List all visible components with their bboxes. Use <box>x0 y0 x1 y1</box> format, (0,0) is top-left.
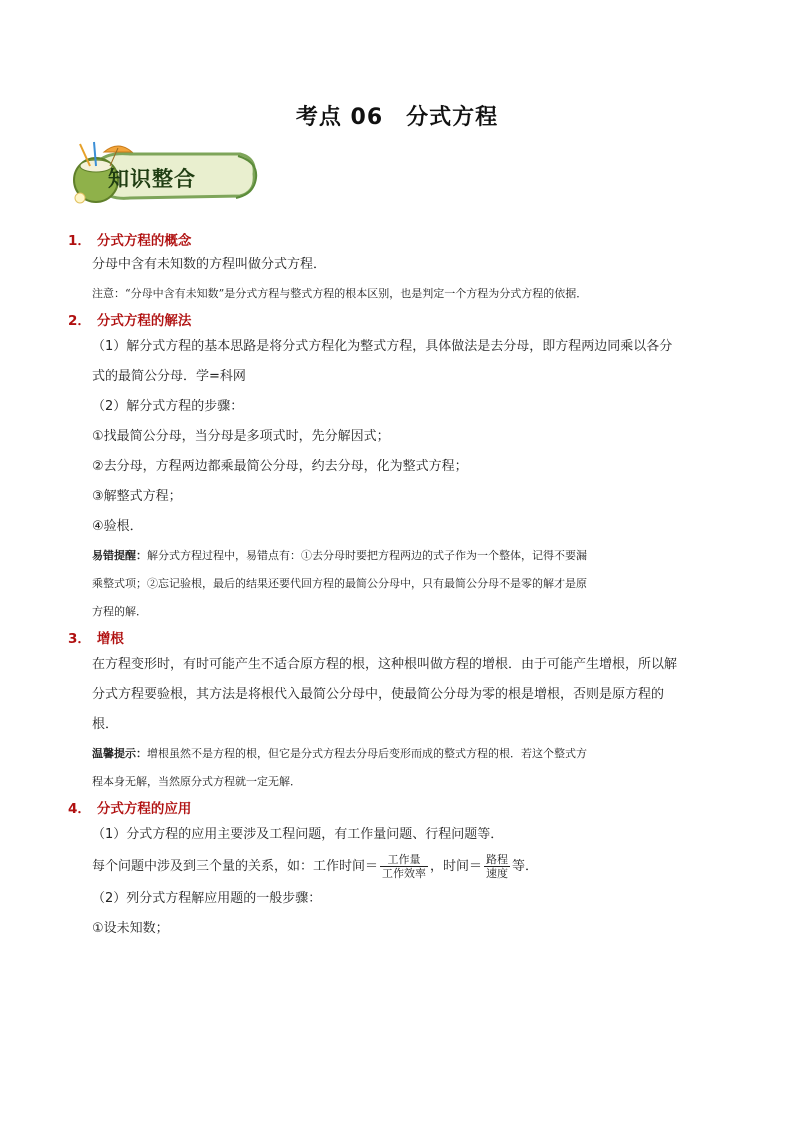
section-3-para-1: 在方程变形时，有时可能产生不适合原方程的根，这种根叫做方程的增根．由于可能产生增根，所以解 <box>92 657 678 672</box>
banner-label: 知识整合 <box>108 166 196 191</box>
section-2-heading: 2． 分式方程的解法 <box>68 313 192 329</box>
section-2-para-1: （1）解分式方程的基本思路是将分式方程化为整式方程，具体做法是去分母，即方程两边同乘以各分 <box>92 339 673 354</box>
section-2-para-1b: 式的最简公分母．学=科网 <box>92 369 246 384</box>
section-2-step-2: ②去分母，方程两边都乘最简公分母，约去分母，化为整式方程； <box>92 459 468 474</box>
section-4-heading: 4． 分式方程的应用 <box>68 801 192 817</box>
section-2-para-2: （2）解分式方程的步骤： <box>92 399 244 414</box>
section-2-step-1: ①找最简公分母，当分母是多项式时，先分解因式； <box>92 429 390 444</box>
content <box>68 230 728 944</box>
section-3-note-1: 温馨提示：增根虽然不是方程的根，但它是分式方程去分母后变形而成的整式方程的根．若这个整式方 <box>92 747 587 760</box>
fraction-work-time: $\frac{\text{工作量}}{\text{工作效率}}$ <box>382 853 427 880</box>
section-4-step-1: ①设未知数； <box>92 921 169 936</box>
fraction-time: $\frac{\text{路程}}{\text{速度}}$ <box>486 853 509 880</box>
section-1-text: 分母中含有未知数的方程叫做分式方程． <box>92 257 327 272</box>
section-3-para-2: 分式方程要验根，其方法是将根代入最简公分母中，使最简公分母为零的根是增根，否则是原方程的 <box>92 687 665 702</box>
section-3-note-2: 程本身无解，当然原分式方程就一定无解． <box>92 775 301 788</box>
section-3-heading: 3． 增根 <box>68 631 124 647</box>
flower-icon <box>75 193 85 203</box>
section-4-para-2: 每个问题中涉及到三个量的关系，如：工作时间＝ $\frac{\text{工作量}}{\text{工作效率}}$ ，时间＝ $\frac{\text{路程}}{\text{速度}}$ 等． <box>92 853 539 880</box>
section-4-para-1: （1）分式方程的应用主要涉及工程问题，有工作量问题、行程问题等． <box>92 827 504 842</box>
section-2-step-3: ③解整式方程； <box>92 489 182 504</box>
section-2-note-3: 方程的解． <box>92 605 147 618</box>
page-title: 考点 06 分式方程 <box>295 105 499 130</box>
section-4-para-3: （2）列分式方程解应用题的一般步骤： <box>92 891 322 906</box>
section-2-note-2: 乘整式项；②忘记验根，最后的结果还要代回方程的最简公分母中，只有最简公分母不是零的解才是原 <box>92 577 587 590</box>
section-2-step-4: ④验根． <box>92 519 143 534</box>
section-1-note: 注意：“分母中含有未知数”是分式方程与整式方程的根本区别，也是判定一个方程为分式方程的依据． <box>92 287 588 300</box>
section-3-para-3: 根． <box>92 717 119 732</box>
section-1-heading: 1． 分式方程的概念 <box>68 233 192 249</box>
section-2-note-1: 易错提醒：解分式方程过程中，易错点有：①去分母时要把方程两边的式子作为一个整体，记得不要漏 <box>92 549 587 562</box>
